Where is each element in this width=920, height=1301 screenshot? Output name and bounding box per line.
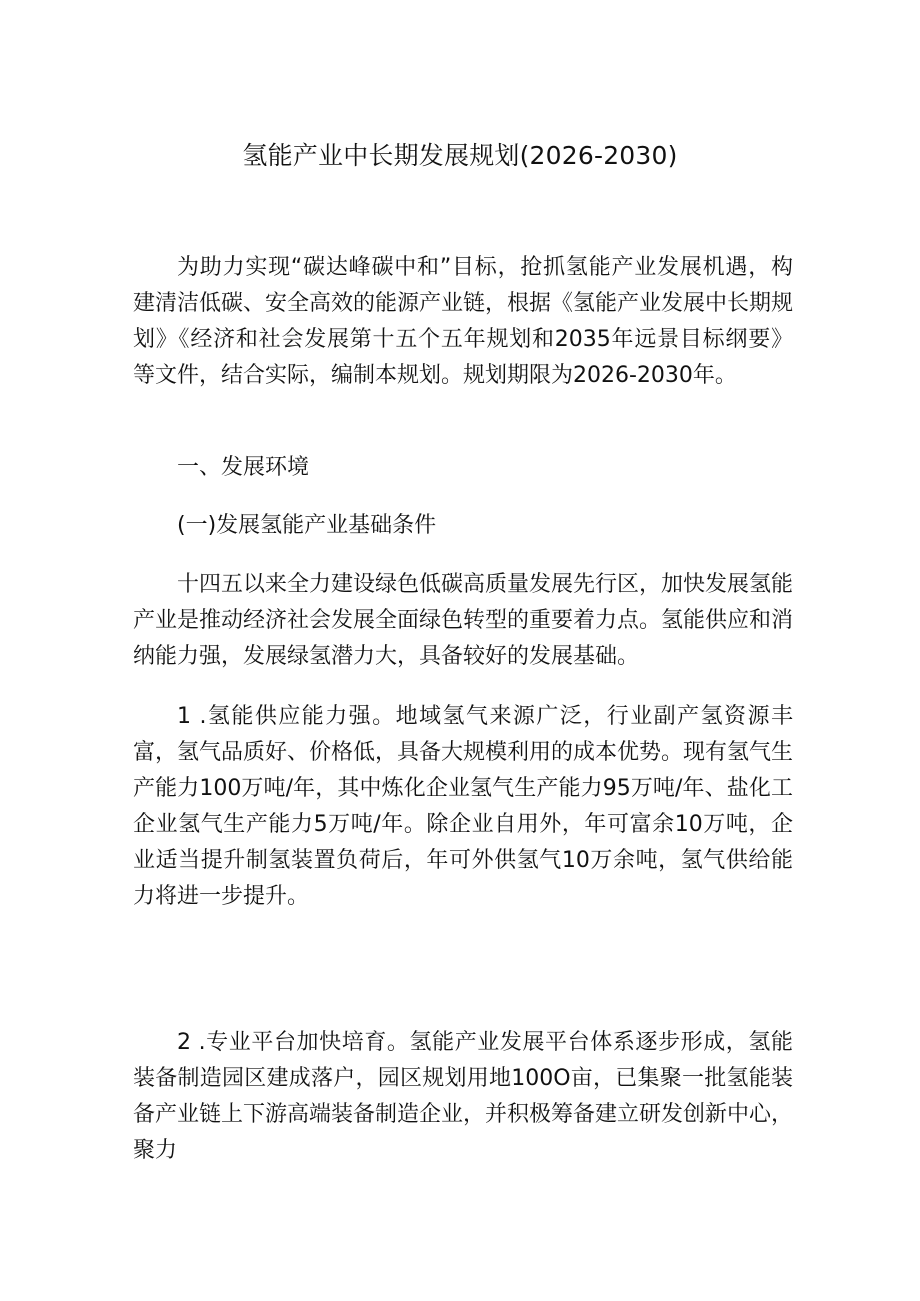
item-2-paragraph: 2 .专业平台加快培育。氢能产业发展平台体系逐步形成，氢能装备制造园区建成落户，园区规划用地100O亩，已集聚一批氢能装备产业链上下游高端装备制造企业，并积极筹备建立研发创新中心，聚力 — [133, 1030, 794, 1163]
subsection-heading-foundation: (一)发展氢能产业基础条件 — [177, 513, 437, 538]
document-title: 氢能产业中长期发展规划(2026-2030) — [242, 141, 678, 170]
section-heading-development-environment: 一、发展环境 — [177, 455, 310, 480]
foundation-paragraph: 十四五以来全力建设绿色低碳高质量发展先行区，加快发展氢能产业是推动经济社会发展全面绿色转型的重要着力点。氢能供应和消纳能力强，发展绿氢潜力大，具备较好的发展基础。 — [133, 572, 794, 669]
item-1-paragraph: 1 .氢能供应能力强。地域氢气来源广泛，行业副产氢资源丰富，氢气品质好、价格低，具备大规模利用的成本优势。现有氢气生产能力100万吨/年，其中炼化企业氢气生产能力95万吨/年、盐化工企业氢气生产能力5万吨/年。除企业自用外，年可富余10万吨，企业适当提升制氢装置负荷后，年可外供氢气10万余吨，氢气供给能力将进一步提升。 — [133, 704, 794, 909]
intro-paragraph: 为助力实现“碳达峰碳中和”目标，抢抓氢能产业发展机遇，构建清洁低碳、安全高效的能源产业链，根据《氢能产业发展中长期规划》《经济和社会发展第十五个五年规划和2035年远景目标纲要》等文件，结合实际，编制本规划。规划期限为2026-2030年。 — [133, 255, 794, 388]
